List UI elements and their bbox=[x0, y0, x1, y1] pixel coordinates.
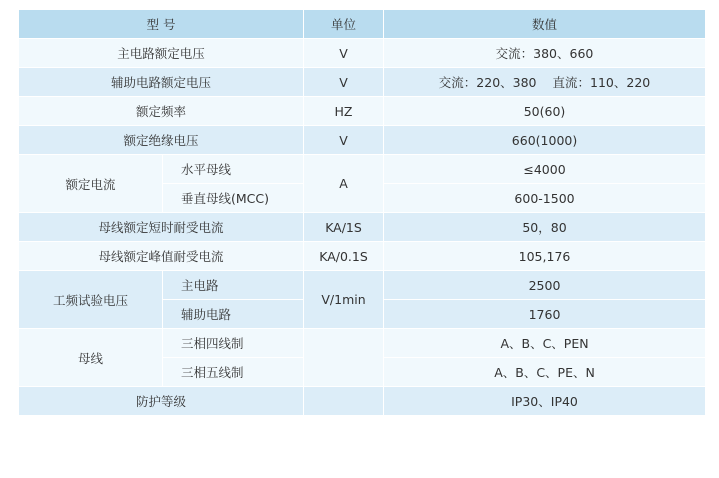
row-value bbox=[384, 68, 706, 97]
value-ac: 交流：220、380 bbox=[438, 75, 537, 90]
row-unit: KA/1S bbox=[304, 213, 384, 242]
row-unit bbox=[304, 387, 384, 416]
spec-table bbox=[18, 9, 706, 416]
sub-label: 三相五线制 bbox=[163, 358, 304, 387]
header-row bbox=[19, 10, 706, 39]
row-value: IP30、IP40 bbox=[384, 387, 706, 416]
row-unit: V bbox=[304, 39, 384, 68]
row-value: 2500 bbox=[384, 271, 706, 300]
header-value: 数值 bbox=[384, 10, 706, 39]
row-label: 母线额定峰值耐受电流 bbox=[19, 242, 304, 271]
row-unit: V bbox=[304, 68, 384, 97]
row-value: 50(60) bbox=[384, 97, 706, 126]
row-label: 辅助电路额定电压 bbox=[19, 68, 304, 97]
header-unit: 单位 bbox=[304, 10, 384, 39]
row-value: 600-1500 bbox=[384, 184, 706, 213]
table-row bbox=[19, 387, 706, 416]
table-row bbox=[19, 68, 706, 97]
table-row bbox=[19, 97, 706, 126]
row-unit: HZ bbox=[304, 97, 384, 126]
table-row bbox=[19, 242, 706, 271]
row-value: A、B、C、PE、N bbox=[384, 358, 706, 387]
row-label: 额定绝缘电压 bbox=[19, 126, 304, 155]
value-dc: 直流：110、220 bbox=[552, 75, 651, 90]
row-value: 660(1000) bbox=[384, 126, 706, 155]
table-row bbox=[19, 126, 706, 155]
table-row bbox=[19, 39, 706, 68]
header-model: 型 号 bbox=[19, 10, 304, 39]
table-row bbox=[19, 271, 706, 300]
table-row bbox=[19, 329, 706, 358]
row-label: 额定电流 bbox=[19, 155, 163, 213]
row-unit: V/1min bbox=[304, 271, 384, 329]
table-row bbox=[19, 155, 706, 184]
row-label: 防护等级 bbox=[19, 387, 304, 416]
sub-label: 辅助电路 bbox=[163, 300, 304, 329]
row-value: 1760 bbox=[384, 300, 706, 329]
sub-label: 水平母线 bbox=[163, 155, 304, 184]
row-unit bbox=[304, 329, 384, 387]
row-value: A、B、C、PEN bbox=[384, 329, 706, 358]
row-unit: V bbox=[304, 126, 384, 155]
row-unit: A bbox=[304, 155, 384, 213]
row-unit: KA/0.1S bbox=[304, 242, 384, 271]
row-label: 母线 bbox=[19, 329, 163, 387]
row-value: 50，80 bbox=[384, 213, 706, 242]
sub-label: 主电路 bbox=[163, 271, 304, 300]
row-value: 交流：380、660 bbox=[384, 39, 706, 68]
row-label: 主电路额定电压 bbox=[19, 39, 304, 68]
sub-label: 三相四线制 bbox=[163, 329, 304, 358]
row-label: 额定频率 bbox=[19, 97, 304, 126]
row-value: ≤4000 bbox=[384, 155, 706, 184]
row-label: 工频试验电压 bbox=[19, 271, 163, 329]
table-row bbox=[19, 213, 706, 242]
row-value: 105,176 bbox=[384, 242, 706, 271]
sub-label: 垂直母线(MCC) bbox=[163, 184, 304, 213]
row-label: 母线额定短时耐受电流 bbox=[19, 213, 304, 242]
